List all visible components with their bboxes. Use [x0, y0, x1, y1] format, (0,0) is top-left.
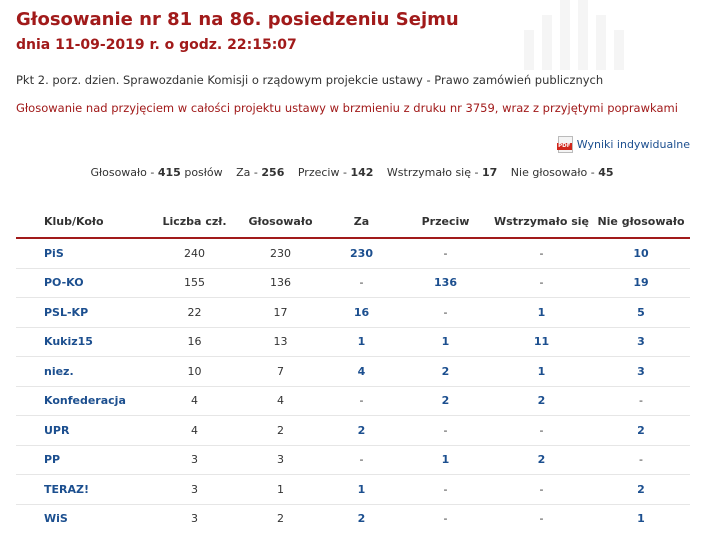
club-name-link[interactable]: PO-KO — [16, 268, 151, 298]
col-header-against: Przeciw — [400, 206, 491, 238]
club-name-link[interactable]: niez. — [16, 357, 151, 387]
against-count[interactable]: 136 — [400, 268, 491, 298]
not-voted-count[interactable]: 19 — [592, 268, 690, 298]
members-count: 3 — [151, 475, 238, 505]
for-count[interactable]: 4 — [323, 357, 400, 387]
members-count: 4 — [151, 416, 238, 446]
summary-against: Przeciw - 142 — [297, 166, 374, 179]
vote-summary — [0, 166, 704, 179]
table-row — [16, 268, 690, 298]
table-row — [16, 327, 690, 357]
not-voted-count[interactable]: 5 — [592, 298, 690, 328]
club-name-link[interactable]: PSL-KP — [16, 298, 151, 328]
for-count: - — [323, 268, 400, 298]
for-count[interactable]: 2 — [357, 512, 366, 526]
abstained-count[interactable]: 1 — [491, 357, 592, 387]
summary-voted: Głosowało - 415 posłów — [90, 166, 223, 179]
against-count: - — [400, 238, 491, 268]
voted-count: 1 — [238, 475, 323, 505]
club-results-table — [16, 206, 690, 533]
club-name-link[interactable]: UPR — [16, 416, 151, 446]
col-header-abstained: Wstrzymało się — [491, 206, 592, 238]
not-voted-count[interactable]: 3 — [592, 327, 690, 357]
for-count: - — [323, 386, 400, 416]
summary-abstained: Wstrzymało się - 17 — [386, 166, 498, 179]
club-name-link[interactable]: Kukiz15 — [16, 327, 151, 357]
club-name-link[interactable]: WiS — [44, 512, 68, 526]
abstained-count: - — [491, 268, 592, 298]
table-row — [16, 386, 690, 416]
not-voted-count[interactable]: 10 — [592, 238, 690, 268]
table-header-row — [16, 206, 690, 238]
not-voted-count[interactable]: 2 — [592, 475, 690, 505]
voted-count: 230 — [238, 238, 323, 268]
members-count: 240 — [151, 238, 238, 268]
abstained-count[interactable]: 1 — [491, 298, 592, 328]
background-watermark — [524, 0, 634, 70]
for-count[interactable]: 230 — [323, 238, 400, 268]
col-header-voted: Głosowało — [238, 206, 323, 238]
voted-count: 4 — [238, 386, 323, 416]
not-voted-count[interactable]: 2 — [592, 416, 690, 446]
members-count: 10 — [151, 357, 238, 387]
vote-date: dnia 11-09-2019 r. o godz. 22:15:07 — [16, 37, 297, 53]
members-count: 22 — [151, 298, 238, 328]
abstained-count: - — [539, 512, 544, 526]
voted-count: 13 — [238, 327, 323, 357]
against-count: - — [400, 475, 491, 505]
page-title: Głosowanie nr 81 na 86. posiedzeniu Sejmu — [16, 9, 459, 30]
abstained-count: - — [491, 416, 592, 446]
members-count: 155 — [151, 268, 238, 298]
agenda-topic: Pkt 2. porz. dzien. Sprawozdanie Komisji o rządowym projekcie ustawy - Prawo zamówień publicznych — [16, 73, 604, 87]
summary-for: Za - 256 — [236, 166, 285, 179]
voted-count: 2 — [277, 512, 284, 526]
abstained-count[interactable]: 2 — [491, 445, 592, 475]
voted-count: 136 — [238, 268, 323, 298]
club-name-link[interactable]: PP — [16, 445, 151, 475]
voted-count: 3 — [238, 445, 323, 475]
for-count[interactable]: 1 — [323, 475, 400, 505]
pdf-icon: PDF — [558, 136, 573, 153]
not-voted-count: - — [592, 445, 690, 475]
abstained-count: - — [491, 475, 592, 505]
against-count: - — [400, 416, 491, 446]
table-row — [16, 475, 690, 505]
table-row — [16, 445, 690, 475]
against-count[interactable]: 2 — [400, 386, 491, 416]
table-row — [16, 357, 690, 387]
col-header-not-voted: Nie głosowało — [592, 206, 690, 238]
club-name-link[interactable]: Konfederacja — [16, 386, 151, 416]
voted-count: 17 — [238, 298, 323, 328]
individual-results-link[interactable] — [558, 136, 690, 153]
members-count: 16 — [151, 327, 238, 357]
not-voted-count[interactable]: 1 — [637, 512, 645, 526]
individual-results-label: Wyniki indywidualne — [576, 138, 690, 151]
abstained-count[interactable]: 11 — [491, 327, 592, 357]
voted-count: 2 — [238, 416, 323, 446]
table-row — [16, 416, 690, 446]
members-count: 3 — [151, 445, 238, 475]
for-count: - — [323, 445, 400, 475]
against-count: - — [400, 298, 491, 328]
not-voted-count[interactable]: 3 — [592, 357, 690, 387]
club-name-link[interactable]: PiS — [16, 238, 151, 268]
for-count[interactable]: 16 — [323, 298, 400, 328]
against-count[interactable]: 1 — [400, 327, 491, 357]
not-voted-count: - — [592, 386, 690, 416]
against-count[interactable]: 1 — [400, 445, 491, 475]
col-header-for: Za — [323, 206, 400, 238]
summary-not-voted: Nie głosowało - 45 — [510, 166, 614, 179]
col-header-club: Klub/Koło — [16, 206, 151, 238]
table-row — [16, 298, 690, 328]
against-count: - — [443, 512, 448, 526]
members-count: 4 — [151, 386, 238, 416]
for-count[interactable]: 2 — [323, 416, 400, 446]
club-name-link[interactable]: TERAZ! — [16, 475, 151, 505]
table-row — [16, 504, 690, 533]
for-count[interactable]: 1 — [323, 327, 400, 357]
against-count[interactable]: 2 — [400, 357, 491, 387]
voted-count: 7 — [238, 357, 323, 387]
abstained-count[interactable]: 2 — [491, 386, 592, 416]
members-count: 3 — [191, 512, 198, 526]
abstained-count: - — [491, 238, 592, 268]
table-row — [16, 238, 690, 268]
col-header-members: Liczba czł. — [151, 206, 238, 238]
vote-description: Głosowanie nad przyjęciem w całości projektu ustawy w brzmieniu z druku nr 3759, wraz z przyjętymi poprawkami — [16, 101, 678, 115]
